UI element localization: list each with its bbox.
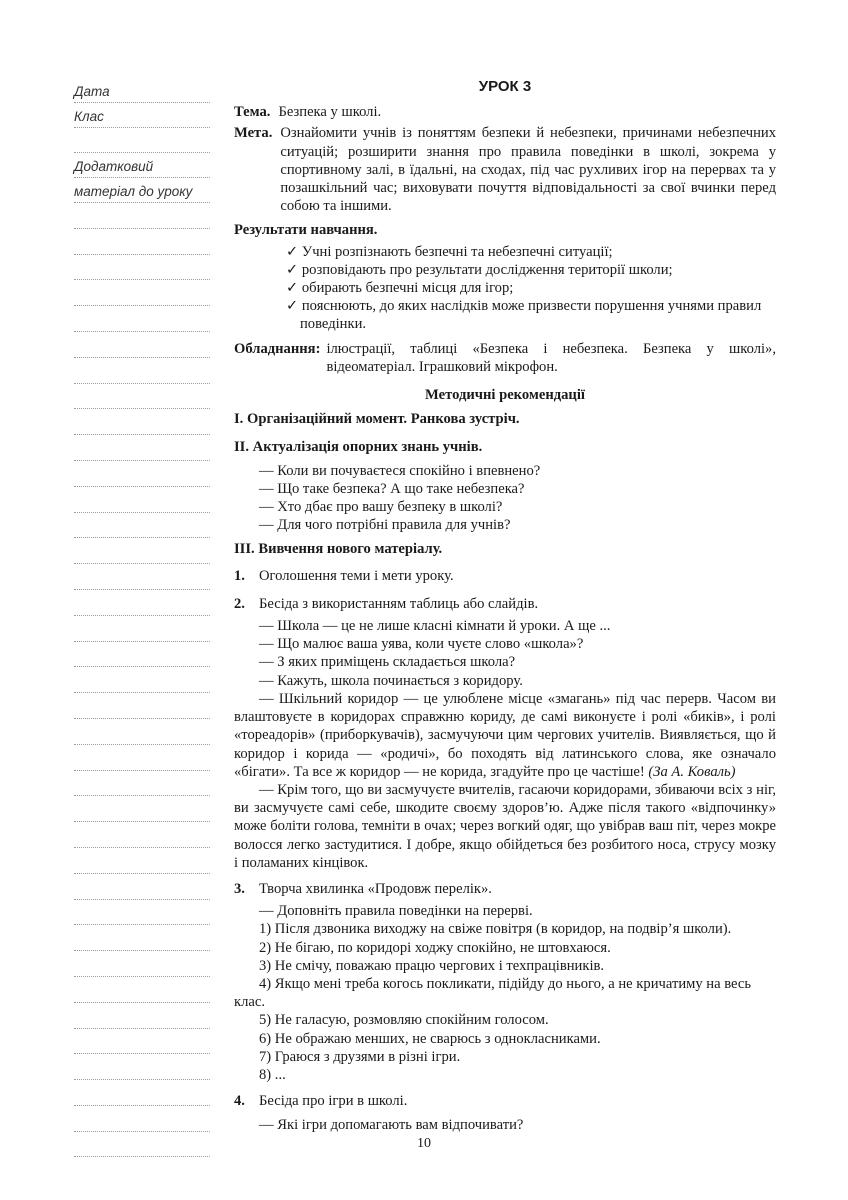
- rule-item: 7) Граюся з друзями в різні ігри.: [259, 1048, 461, 1065]
- note-line: [74, 280, 210, 306]
- section-3-heading: III. Вивчення нового матеріалу.: [234, 541, 443, 558]
- note-line: [74, 951, 210, 977]
- result-item: ✓ обирають безпечні місця для ігор;: [286, 280, 514, 297]
- note-line: [74, 925, 210, 951]
- note-line: [74, 771, 210, 797]
- note-line: [74, 128, 210, 153]
- rule-item: 2) Не бігаю, по коридорі ходжу спокійно, не штовхаюся.: [259, 939, 611, 956]
- extra-material-field-2: [74, 178, 210, 203]
- results-header: Результати навчання.: [234, 222, 378, 239]
- step-1-text: Оголошення теми і мети уроку.: [259, 567, 454, 584]
- lesson-content: [234, 78, 776, 1135]
- step-3-text: Творча хвилинка «Продовж перелік».: [259, 880, 492, 897]
- step-4-question: — Які ігри допомагають вам відпочивати?: [259, 1117, 524, 1134]
- corridor-paragraph: [234, 690, 776, 781]
- note-line: [74, 822, 210, 848]
- note-line: [74, 203, 210, 229]
- rule-item: 6) Не ображаю менших, не сварюсь з однокласниками.: [259, 1030, 601, 1047]
- date-label: Дата: [74, 84, 110, 99]
- step-4-text: Бесіда про ігри в школі.: [259, 1093, 408, 1110]
- class-label: Клас: [74, 109, 104, 124]
- date-field: [74, 78, 210, 103]
- dialog-line: — Що малює ваша уява, коли чуєте слово «школа»?: [259, 636, 584, 653]
- note-line: [74, 513, 210, 539]
- step-2-number: 2.: [234, 595, 245, 612]
- note-line: [74, 1080, 210, 1106]
- result-item: ✓ пояснюють, до яких наслідків може призвести порушення учнями правил поведінки.: [286, 298, 762, 333]
- rule-item: 4) Якщо мені треба когось покликати, підійду до нього, а не кричатиму на весь клас.: [234, 975, 752, 1011]
- rule-item: 8) ...: [259, 1066, 286, 1083]
- note-line: [74, 900, 210, 926]
- dialog-line: — Школа — це не лише класні кімнати й уроки. А ще ...: [259, 618, 611, 635]
- note-line: [74, 616, 210, 642]
- note-line: [74, 1106, 210, 1132]
- source-citation: (За А. Коваль): [648, 763, 736, 780]
- result-item: ✓ розповідають про результати дослідження території школи;: [286, 261, 673, 278]
- note-line: [74, 796, 210, 822]
- step-1: [234, 567, 776, 585]
- note-line: [74, 229, 210, 255]
- step-3: [234, 880, 776, 898]
- note-line: [74, 461, 210, 487]
- topic-label: Тема.: [234, 104, 271, 121]
- extra-material-field-1: [74, 153, 210, 178]
- method-header: Методичні рекомендації: [425, 387, 585, 404]
- extra-label-2: матеріал до уроку: [74, 184, 193, 199]
- note-line: [74, 719, 210, 745]
- note-line: [74, 642, 210, 668]
- health-paragraph: — Крім того, що ви засмучуєте вчителів, гасаючи коридорами, збиваючи всіх з ніг, ви засмучуєте самі себе, шкодите своєму здоров’ю. Адже після такого «відпочинку» може боліти голова, темніти в очах; через вогкий одяг, що увібрав ваш піт, через мокре волосся легко застудитися. І добре, якщо обійдеться без розбитого носа, струсу мозку і поламаних кінцівок.: [234, 781, 776, 871]
- step-2: [234, 595, 776, 613]
- step-3-number: 3.: [234, 880, 245, 897]
- section-2-heading: II. Актуалізація опорних знань учнів.: [234, 439, 483, 456]
- equipment-label: Обладнання:: [234, 340, 321, 357]
- note-line: [74, 693, 210, 719]
- note-line: [74, 384, 210, 410]
- question-line: — Коли ви почуваєтеся спокійно і впевнено?: [259, 462, 541, 479]
- note-line: [74, 255, 210, 281]
- note-line: [74, 1029, 210, 1055]
- dialog-line: — Кажуть, школа починається з коридору.: [259, 672, 523, 689]
- equipment-text: ілюстрації, таблиці «Безпека і небезпека. Безпека у школі», відеоматеріал. Іграшковий мікрофон.: [326, 340, 776, 375]
- note-line: [74, 667, 210, 693]
- rule-item: 3) Не смічу, поважаю працю чергових і техпрацівників.: [259, 957, 605, 974]
- note-line: [74, 332, 210, 358]
- step-1-number: 1.: [234, 567, 245, 584]
- note-line: [74, 848, 210, 874]
- note-line: [74, 745, 210, 771]
- rule-item: 1) Після дзвоника виходжу на свіже повітря (в коридор, на подвір’я школи).: [259, 921, 732, 938]
- note-line: [74, 977, 210, 1003]
- note-line: [74, 358, 210, 384]
- goal-text: Ознайомити учнів із поняттям безпеки й небезпеки, причинами небезпечних ситуацій; розширити знання про правила поведінки в школі, зокрема у спортивному залі, в їдальні, на сходах, під час рухливих ігор на перервах та у позашкільний час; виховувати почуття відповідальності за свої вчинки перед собою та іншими.: [280, 125, 776, 215]
- extra-label-1: Додатковий: [74, 159, 154, 174]
- note-line: [74, 306, 210, 332]
- step-3-intro: — Доповніть правила поведінки на перерві.: [259, 903, 533, 920]
- note-line: [74, 538, 210, 564]
- question-line: — Що таке безпека? А що таке небезпека?: [259, 480, 525, 497]
- class-field: [74, 103, 210, 128]
- note-line: [74, 564, 210, 590]
- dialog-line: — З яких приміщень складається школа?: [259, 654, 516, 671]
- note-line: [74, 590, 210, 616]
- note-line: [74, 1054, 210, 1080]
- note-line: [74, 435, 210, 461]
- page-number: 10: [417, 1136, 431, 1151]
- topic-row: [234, 103, 776, 121]
- note-line: [74, 1003, 210, 1029]
- equipment-row: [234, 340, 776, 376]
- goal-label: Мета.: [234, 125, 273, 142]
- section-1-heading: I. Організаційний момент. Ранкова зустріч.: [234, 411, 520, 428]
- results-list: [234, 243, 776, 334]
- goal-row: [234, 124, 776, 215]
- lesson-title: УРОК 3: [478, 78, 532, 95]
- question-line: — Хто дбає про вашу безпеку в школі?: [259, 499, 503, 516]
- step-2-text: Бесіда з використанням таблиць або слайдів.: [259, 595, 539, 612]
- note-lines: [74, 203, 210, 1157]
- step-4-number: 4.: [234, 1093, 245, 1110]
- rule-item: 5) Не галасую, розмовляю спокійним голосом.: [259, 1012, 549, 1029]
- question-line: — Для чого потрібні правила для учнів?: [259, 517, 511, 534]
- note-line: [74, 409, 210, 435]
- note-line: [74, 487, 210, 513]
- notes-sidebar: [74, 78, 210, 1157]
- corridor-text: — Шкільний коридор — це улюблене місце «змагань» під час перерв. Часом ви влаштовуєте в коридорах справжню кориду, де самі виконуєте і ролі «биків», і ролі «тореадорів» (приборкувачів), засмучуючи цим чергових учителів. Виявляється, що й коридор і корида — «родичі», бо походять від латинського слова, яке означало «бігати». Та все ж коридор — не корида, згадуйте про це частіше!: [234, 690, 776, 780]
- note-line: [74, 874, 210, 900]
- result-item: ✓ Учні розпізнають безпечні та небезпечні ситуації;: [286, 243, 613, 260]
- step-4: [234, 1092, 776, 1110]
- topic-text: Безпека у школі.: [278, 104, 382, 121]
